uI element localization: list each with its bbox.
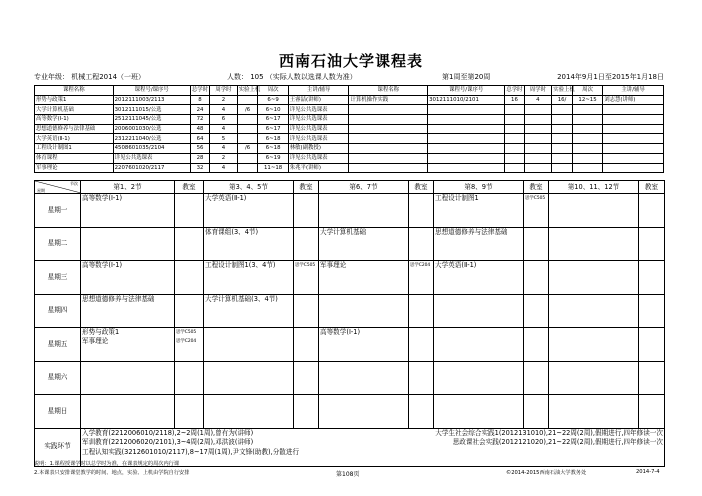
weeks-cell: 12~15 [572,95,602,105]
lab-hours-cell [237,153,258,163]
course-text: 大学计算机基础 [320,227,367,236]
day-row [35,395,665,429]
practice-left-list [82,429,299,458]
weekly-hours-cell: 4 [524,95,552,105]
weekly-hours-cell: 4 [210,144,238,154]
print-date: 2014-7-4 [636,469,660,475]
weeks-cell [572,144,602,154]
course-name-cell [349,163,428,173]
course-text: 高等数学(Ⅰ-1) [82,194,123,202]
course-name-cell: 计算机操作实践 [349,95,428,105]
course-text: 高等数学(Ⅰ-1) [82,261,123,269]
course-code-cell [428,134,505,144]
course-code-cell: 2512111045/公选 [113,115,190,125]
room-cell [175,227,204,261]
course-name-cell: 军事理论 [35,163,114,173]
lab-hours-cell: 16/ [552,95,573,105]
course-cell [434,227,524,261]
course-cell [204,261,294,295]
corner-period-label: 节次 [70,181,78,186]
course-cell [549,227,639,261]
period-1-header: 第1、2节 [81,181,175,194]
header-lab: 实验上机 [553,87,575,94]
room-text: 思学C505 [176,330,197,335]
weeks-cell [572,105,602,115]
day-row [35,261,665,295]
practice-right-list [435,429,663,458]
student-count: 人数： 105 （实际人数以选课人数为准） [227,73,357,81]
course-text: 高等数学(Ⅰ-1) [320,328,361,336]
course-code-cell [428,153,505,163]
course-cell [434,194,524,228]
course-list-table [34,85,664,173]
course-row [35,153,664,163]
room-cell [294,261,319,295]
total-hours-cell: 24 [190,105,209,115]
lab-hours-cell [552,153,573,163]
weekly-hours-cell [524,115,552,125]
course-cell [81,294,175,328]
lab-hours-cell: /6 [237,105,258,115]
header-teacher: 主讲/辅导 [288,86,349,96]
room-cell [524,227,549,261]
weeks-cell: 6~19 [258,153,288,163]
header-course-name: 课程名称 [35,86,114,96]
course-text: 大学计算机基础(3、4节) [205,294,278,303]
teacher-cell [603,163,664,173]
course-code-cell: 2012111003/2113 [113,95,190,105]
room-cell [409,395,434,429]
room-header: 教室 [639,181,665,194]
teacher-cell: 刘志慧(讲师) [603,95,664,105]
course-cell [549,261,639,295]
weeks-cell: 6~17 [258,124,288,134]
weeks-cell [572,163,602,173]
room-cell [639,261,665,295]
total-hours-cell: 16 [505,95,524,105]
header-weeks: 周次 [572,86,602,96]
course-cell [434,395,524,429]
teacher-cell: 详见公共选课表 [288,153,349,163]
practice-item: 思政课社会实践(2012121020),21~22周(2周),假期进行,四年修读一次 [452,438,663,447]
course-row [35,144,664,154]
course-cell [81,328,175,362]
course-name-cell [349,134,428,144]
course-cell [204,294,294,328]
course-cell [319,194,409,228]
lab-hours-cell [237,134,258,144]
room-text: 思学C505 [295,263,316,268]
room-cell [175,328,204,362]
course-text: 军事理论 [82,337,109,345]
header-total-hours: 总学时 [506,87,523,94]
note-line: 2.本课表只安排课堂教学的时间、地点，实验、上机由学院自行安排 [34,470,190,476]
room-cell [175,361,204,395]
weeks-cell: 6~9 [258,95,288,105]
page-number: 第108页 [336,471,360,478]
course-cell [434,361,524,395]
day-row [35,294,665,328]
day-row [35,194,665,228]
period-3-header: 第6、7节 [319,181,409,194]
week-range: 第1周至第20周 [442,73,491,81]
notes [34,460,189,478]
room-cell [294,395,319,429]
course-code-cell [428,163,505,173]
course-name-cell: 大学计算机基础 [35,105,114,115]
course-cell [204,361,294,395]
total-hours-cell: 48 [190,124,209,134]
room-cell [524,194,549,228]
weekly-hours-cell [524,124,552,134]
weeks-cell [572,115,602,125]
course-text: 工程设计制图1(3、4节) [205,261,276,269]
lab-hours-cell [552,163,573,173]
room-cell [639,361,665,395]
teacher-cell [603,144,664,154]
room-cell [409,361,434,395]
room-cell [175,395,204,429]
major-class: 专业年级： 机械工程2014（一班） [34,73,146,81]
course-code-cell: 详见公共选课表 [113,153,190,163]
weekly-hours-cell: 4 [210,124,238,134]
room-text: 思学C505 [525,196,546,201]
weeks-cell: 11~18 [258,163,288,173]
room-cell [524,294,549,328]
total-hours-cell: 32 [190,163,209,173]
header-weekly-hours: 周学时 [210,86,238,96]
course-code-cell: 4508601035/2104 [113,144,190,154]
weekly-hours-cell [524,134,552,144]
weeks-cell: 6~10 [258,105,288,115]
course-cell [204,227,294,261]
room-cell [175,261,204,295]
course-cell [81,227,175,261]
weeks-cell: 6~17 [258,115,288,125]
course-row [35,105,664,115]
teacher-cell: 朱兆平(讲师) [288,163,349,173]
total-hours-cell [505,105,524,115]
course-cell [319,328,409,362]
day-label: 星期四 [35,294,81,328]
weekly-hours-cell: 6 [210,115,238,125]
lab-hours-cell [237,115,258,125]
page-title: 西南石油大学课程表 [278,52,423,70]
course-name-cell [349,105,428,115]
course-cell [319,261,409,295]
date-range: 2014年9月1日至2015年1月18日 [557,73,664,81]
weekly-hours-cell: 4 [210,163,238,173]
day-label: 星期二 [35,227,81,261]
schedule-header-row [35,181,665,194]
weeks-cell [572,153,602,163]
course-cell [549,194,639,228]
room-cell [639,227,665,261]
weekly-hours-cell: 2 [210,95,238,105]
room-cell [639,395,665,429]
course-cell [204,395,294,429]
weekly-hours-cell: 5 [210,134,238,144]
teacher-cell [603,153,664,163]
weeks-cell: 6~18 [258,134,288,144]
course-row [35,134,664,144]
course-text: 思想道德修养与法律基础 [435,227,508,236]
weekly-hours-cell [524,153,552,163]
total-hours-cell [505,134,524,144]
room-cell [639,294,665,328]
practice-item: 大学生社会综合实践1(2012131010),21~22周(2周),假期进行,四年修读一次 [435,428,663,437]
course-code-cell [428,105,505,115]
course-text: 军事理论 [320,261,347,269]
practice-item: 军训教育(2212006020/2101),3~4周(2周),邓洪波(讲师) [82,438,254,447]
course-code-cell: 3012111015/公选 [113,105,190,115]
course-cell [434,328,524,362]
class-info [34,72,664,84]
weekly-hours-cell [524,144,552,154]
total-hours-cell: 72 [190,115,209,125]
course-code-cell [428,115,505,125]
weeks-cell [572,124,602,134]
lab-hours-cell [552,124,573,134]
teacher-cell: 林敏(副教授) [288,144,349,154]
room-cell [524,361,549,395]
course-cell [319,227,409,261]
header-weekly-hours: 周学时 [524,86,552,96]
room-cell [524,328,549,362]
header-teacher: 主讲/辅导 [603,86,664,96]
day-row [35,361,665,395]
course-text: 思想道德修养与法律基础 [82,294,155,303]
room-text: 思学C204 [176,339,197,344]
course-code-cell [428,144,505,154]
weeks-cell [572,134,602,144]
period-2-header: 第3、4、5节 [204,181,294,194]
weekly-hours-cell: 4 [210,105,238,115]
day-label: 星期六 [35,361,81,395]
course-name-cell: 形势与政策1 [35,95,114,105]
teacher-cell: 详见公共选课表 [288,134,349,144]
header-lab: 实验上机 [238,87,261,94]
room-cell [294,294,319,328]
course-code-cell: 2006001030/公选 [113,124,190,134]
room-text: 思学C204 [410,263,431,268]
day-label: 星期三 [35,261,81,295]
room-header: 教室 [294,181,319,194]
weeks-cell: 6~18 [258,144,288,154]
course-name-cell [349,115,428,125]
room-cell [409,328,434,362]
total-hours-cell [505,163,524,173]
course-code-cell [428,124,505,134]
header-course-code: 课程号/课序号 [428,86,505,96]
room-cell [294,194,319,228]
course-header-row [35,86,664,96]
course-name-cell: 体育课程 [35,153,114,163]
room-cell [639,328,665,362]
total-hours-cell: 8 [190,95,209,105]
course-name-cell [349,124,428,134]
corner-cell [35,181,81,194]
course-cell [81,395,175,429]
practice-item: 入学教育(2212006010/2118),2~2周(1周),曾有为(讲师) [82,428,254,437]
teacher-cell: 王睿喆(讲师) [288,95,349,105]
course-row [35,124,664,134]
lab-hours-cell [237,124,258,134]
room-cell [409,227,434,261]
course-name-cell [349,153,428,163]
course-row [35,95,664,105]
course-cell [549,395,639,429]
lab-hours-cell: /6 [237,144,258,154]
header-total-hours: 总学时 [191,87,209,94]
course-cell [549,328,639,362]
course-name-cell: 高等数学(Ⅰ-1) [35,115,114,125]
course-cell [81,361,175,395]
teacher-cell: 详见公共选课表 [288,115,349,125]
room-cell [409,294,434,328]
lab-hours-cell [552,144,573,154]
course-code-cell: 2312211040/公选 [113,134,190,144]
lab-hours-cell [552,134,573,144]
header-weeks: 周次 [258,86,288,96]
course-text: 工程设计制图1 [435,194,479,202]
day-label: 星期五 [35,328,81,362]
room-cell [409,261,434,295]
lab-hours-cell [552,105,573,115]
period-5-header: 第10、11、12节 [549,181,639,194]
copyright: ©2014-2015西南石油大学教务处 [506,470,587,476]
teacher-cell [603,134,664,144]
teacher-cell [603,124,664,134]
room-cell [524,395,549,429]
lab-hours-cell [237,163,258,173]
course-row [35,115,664,125]
total-hours-cell: 28 [190,153,209,163]
room-cell [524,261,549,295]
day-label: 星期日 [35,395,81,429]
teacher-cell [603,115,664,125]
total-hours-cell: 64 [190,134,209,144]
course-cell [549,361,639,395]
room-cell [294,328,319,362]
header-course-code: 课程号/课序号 [113,86,190,96]
period-4-header: 第8、9节 [434,181,524,194]
room-header: 教室 [524,181,549,194]
note-line: 说明：1.课程授课学时以总学时为准，在课表规定的周次内行课 [34,461,180,467]
course-name-cell: 思想道德修养与法律基础 [35,124,114,134]
room-cell [409,194,434,228]
course-cell [319,361,409,395]
course-text: 形势与政策1 [82,328,120,336]
room-cell [175,194,204,228]
course-row [35,163,664,173]
course-code-cell: 3012111010/2101 [428,95,505,105]
day-row [35,328,665,362]
course-cell [319,294,409,328]
course-code-cell: 2207601020/2117 [113,163,190,173]
course-cell [81,261,175,295]
total-hours-cell: 56 [190,144,209,154]
total-hours-cell [505,144,524,154]
room-header: 教室 [409,181,434,194]
teacher-cell: 详见公共选课表 [288,124,349,134]
room-cell [294,227,319,261]
course-cell [81,194,175,228]
lab-hours-cell [552,115,573,125]
total-hours-cell [505,153,524,163]
total-hours-cell [505,124,524,134]
course-cell [434,261,524,295]
course-name-cell: 大学英语(Ⅱ-1) [35,134,114,144]
course-cell [319,395,409,429]
room-cell [639,194,665,228]
teacher-cell: 详见公共选课表 [288,105,349,115]
header-course-name: 课程名称 [349,86,428,96]
course-text: 大学英语(Ⅱ-1) [205,194,247,202]
weekly-hours-cell: 2 [210,153,238,163]
course-name-cell [349,144,428,154]
corner-day-label: 星期 [37,188,45,193]
weekly-schedule-table [34,180,665,467]
weekly-hours-cell [524,105,552,115]
day-label: 星期一 [35,194,81,228]
room-cell [294,361,319,395]
course-cell [204,328,294,362]
total-hours-cell [505,115,524,125]
practice-label: 实践环节 [35,428,81,466]
practice-item: 工程认知实践(3212601010/2117),8~17周(1周),尹文锋(助教),分散进行 [82,447,300,456]
course-cell [204,194,294,228]
room-header: 教室 [175,181,204,194]
course-cell [434,294,524,328]
course-cell [549,294,639,328]
course-text: 大学英语(Ⅱ-1) [435,261,477,269]
lab-hours-cell [237,95,258,105]
day-row [35,227,665,261]
teacher-cell [603,105,664,115]
weekly-hours-cell [524,163,552,173]
room-cell [175,294,204,328]
course-text: 体育课组(3、4节) [205,227,259,236]
course-name-cell: 工程设计制图1 [35,144,114,154]
